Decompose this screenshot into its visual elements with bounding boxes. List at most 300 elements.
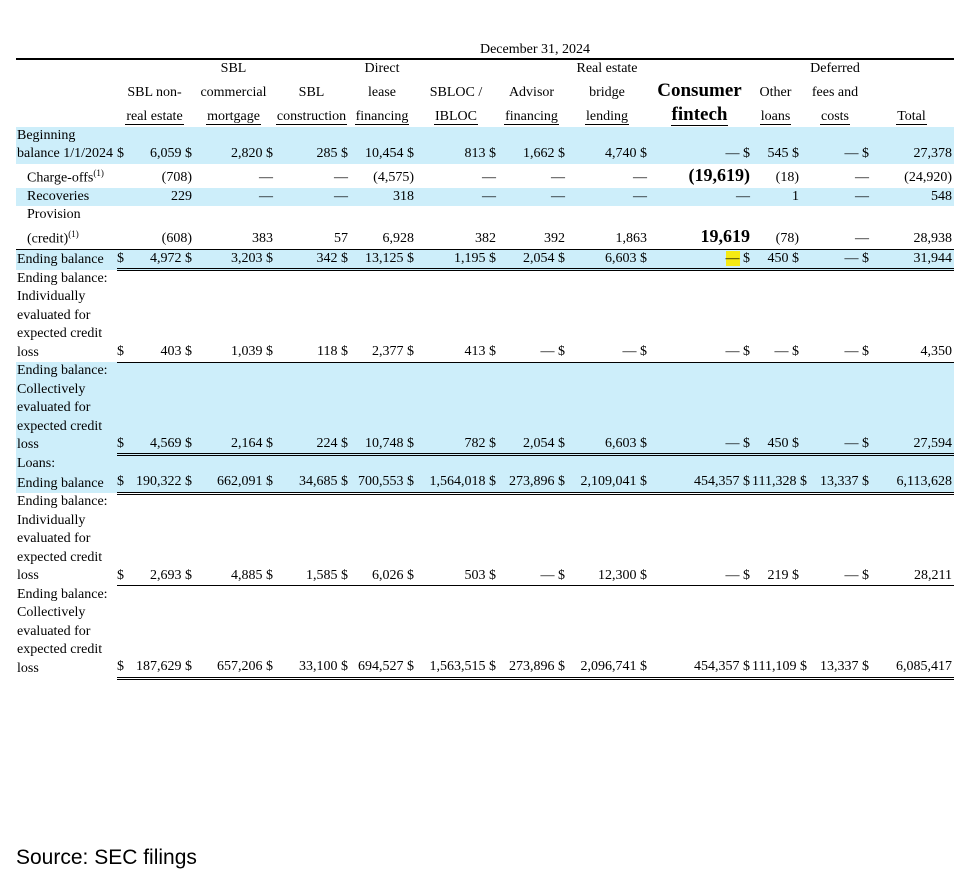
currency-symbol: $ xyxy=(788,344,799,360)
column-header-text: construction xyxy=(276,109,347,124)
cell-value: 503 xyxy=(464,567,486,583)
table-cell xyxy=(194,206,275,249)
cell-value: (18) xyxy=(775,170,799,186)
currency-symbol: $ xyxy=(636,567,647,583)
table-cell xyxy=(275,164,350,188)
cell-value: — xyxy=(482,188,496,204)
allowance-table-document xyxy=(16,42,954,680)
table-cell xyxy=(350,493,416,586)
cell-value: 662,091 xyxy=(217,474,263,490)
table-cell xyxy=(350,164,416,188)
table-cell xyxy=(194,473,275,493)
currency-symbol: $ xyxy=(788,250,799,266)
table-cell xyxy=(498,362,567,455)
currency-symbol: $ xyxy=(337,344,348,360)
column-header xyxy=(416,60,498,79)
table-cell xyxy=(117,362,194,455)
cell-value: — xyxy=(334,170,348,186)
table-cell xyxy=(416,270,498,363)
table-body xyxy=(16,127,954,679)
table-cell xyxy=(649,586,752,679)
currency-symbol: $ xyxy=(117,146,124,161)
cell-value: — xyxy=(334,188,348,204)
table-cell xyxy=(567,362,649,455)
row-label xyxy=(16,270,117,363)
table-cell xyxy=(416,473,498,493)
currency-symbol: $ xyxy=(337,474,348,490)
table-cell xyxy=(801,127,871,164)
table-cell xyxy=(275,188,350,207)
cell-value: 318 xyxy=(393,188,414,204)
cell-value: 4,885 xyxy=(231,567,263,583)
table-cell xyxy=(752,249,801,270)
table-cell xyxy=(275,493,350,586)
currency-symbol: $ xyxy=(739,250,750,266)
currency-symbol: $ xyxy=(739,146,750,161)
table-cell xyxy=(567,249,649,270)
table-cell xyxy=(801,188,871,207)
table-cell xyxy=(117,206,194,249)
table-cell xyxy=(416,249,498,270)
table-cell xyxy=(416,206,498,249)
column-header-text: Consumer xyxy=(657,79,742,101)
currency-symbol: $ xyxy=(485,659,496,675)
cell-value: — xyxy=(855,188,869,204)
table-cell xyxy=(350,362,416,455)
cell-value: 118 xyxy=(317,344,338,360)
currency-symbol: $ xyxy=(117,435,124,451)
table-row xyxy=(16,127,954,164)
table-cell xyxy=(752,206,801,249)
cell-value: 285 xyxy=(316,146,338,161)
column-header xyxy=(801,103,871,127)
cell-value: 111,328 xyxy=(752,474,797,490)
table-cell xyxy=(649,493,752,586)
cell-value: 694,527 xyxy=(358,659,404,675)
column-header xyxy=(350,60,416,79)
table-cell xyxy=(416,164,498,188)
currency-symbol: $ xyxy=(262,567,273,583)
row-label xyxy=(16,473,117,493)
column-header xyxy=(567,103,649,127)
currency-symbol: $ xyxy=(262,344,273,360)
row-label-text: Ending balance: Collectively evaluated for expected credit loss xyxy=(17,363,108,453)
currency-symbol: $ xyxy=(181,659,192,675)
currency-symbol: $ xyxy=(117,567,124,583)
cell-value: 782 xyxy=(464,435,486,451)
cell-value: 6,026 xyxy=(372,567,404,583)
table-cell xyxy=(350,206,416,249)
cell-value: 450 xyxy=(767,435,789,451)
currency-symbol: $ xyxy=(403,567,414,583)
column-header xyxy=(275,79,350,103)
table-row xyxy=(16,455,954,474)
currency-symbol: $ xyxy=(403,250,414,266)
column-header-text: Deferred xyxy=(810,61,860,76)
row-label-text: Recoveries xyxy=(27,188,90,204)
cell-value: 2,377 xyxy=(372,344,404,360)
cell-value: 6,928 xyxy=(382,231,414,247)
currency-symbol: $ xyxy=(554,474,565,490)
table-row xyxy=(16,586,954,679)
cell-value: 1,863 xyxy=(615,231,647,247)
currency-symbol: $ xyxy=(858,344,869,360)
cell-value: — xyxy=(774,344,789,360)
cell-value: 403 xyxy=(160,344,182,360)
cell-value: 19,619 xyxy=(700,226,750,247)
currency-symbol: $ xyxy=(636,146,647,161)
table-cell xyxy=(871,473,954,493)
currency-symbol: $ xyxy=(739,435,750,451)
column-header xyxy=(649,103,752,127)
currency-symbol: $ xyxy=(636,659,647,675)
cell-value: 111,109 xyxy=(752,659,797,675)
cell-value: — xyxy=(725,250,740,266)
table-cell xyxy=(649,164,752,188)
column-header xyxy=(871,79,954,103)
period-header: December 31, 2024 xyxy=(16,42,954,60)
column-header-text: mortgage xyxy=(207,109,260,124)
cell-value: 27,594 xyxy=(913,435,952,451)
cell-value: — xyxy=(844,250,859,266)
cell-value: 28,211 xyxy=(914,567,952,583)
cell-value: 1,662 xyxy=(523,146,555,161)
table-cell xyxy=(350,249,416,270)
cell-value: — xyxy=(844,435,859,451)
currency-symbol: $ xyxy=(337,146,348,161)
table-cell xyxy=(752,188,801,207)
allowance-table xyxy=(16,60,954,680)
cell-value: (78) xyxy=(775,231,799,247)
cell-value: 454,357 xyxy=(694,474,740,490)
cell-value: 4,569 xyxy=(150,435,182,451)
currency-symbol: $ xyxy=(337,659,348,675)
cell-value: — xyxy=(736,188,750,204)
column-header-text: SBL xyxy=(220,61,247,76)
table-cell xyxy=(801,270,871,363)
table-cell xyxy=(498,249,567,270)
table-cell xyxy=(117,473,194,493)
cell-value: — xyxy=(725,567,740,583)
row-label-text: Ending balance: Collectively evaluated for expected credit loss xyxy=(17,586,108,676)
currency-symbol: $ xyxy=(554,250,565,266)
cell-value: — xyxy=(855,231,869,247)
currency-symbol: $ xyxy=(403,659,414,675)
cell-value: (24,920) xyxy=(904,170,952,186)
cell-value: 6,603 xyxy=(605,435,637,451)
currency-symbol: $ xyxy=(117,250,124,266)
cell-value: — xyxy=(725,435,740,451)
table-cell xyxy=(117,164,194,188)
currency-symbol: $ xyxy=(788,146,799,161)
table-cell xyxy=(567,164,649,188)
cell-value: 10,454 xyxy=(365,146,404,161)
table-cell xyxy=(117,188,194,207)
row-label-text: Ending balance xyxy=(17,252,104,268)
cell-value: 342 xyxy=(316,250,338,266)
cell-value: 57 xyxy=(334,231,348,247)
currency-symbol: $ xyxy=(337,250,348,266)
column-header-text: lending xyxy=(586,109,628,124)
currency-symbol: $ xyxy=(858,146,869,161)
header-line xyxy=(16,103,954,127)
table-cell xyxy=(117,249,194,270)
column-header-text: lease xyxy=(368,85,396,100)
column-header-text: Other xyxy=(759,85,792,100)
table-cell xyxy=(752,127,801,164)
currency-symbol: $ xyxy=(739,474,750,490)
table-cell xyxy=(194,127,275,164)
column-header xyxy=(117,79,194,103)
row-label xyxy=(16,127,117,164)
table-cell xyxy=(275,206,350,249)
table-cell xyxy=(416,127,498,164)
table-cell xyxy=(275,362,350,455)
table-cell xyxy=(350,586,416,679)
column-header-text: bridge xyxy=(589,85,625,100)
table-row xyxy=(16,362,954,455)
currency-symbol: $ xyxy=(181,344,192,360)
cell-value: 1,039 xyxy=(231,344,263,360)
row-label-text: Charge-offs xyxy=(27,170,94,186)
cell-value: 1,563,515 xyxy=(429,659,486,675)
currency-symbol: $ xyxy=(262,659,273,675)
header-line xyxy=(16,79,954,103)
cell-value: — xyxy=(540,567,555,583)
currency-symbol: $ xyxy=(636,435,647,451)
currency-symbol: $ xyxy=(262,474,273,490)
table-cell xyxy=(801,493,871,586)
footnote-marker: (1) xyxy=(68,228,79,239)
table-cell xyxy=(567,127,649,164)
cell-value: 1 xyxy=(792,188,799,204)
row-label xyxy=(16,188,117,207)
table-cell xyxy=(498,270,567,363)
cell-value: 4,740 xyxy=(605,146,637,161)
currency-symbol: $ xyxy=(181,474,192,490)
table-cell xyxy=(871,362,954,455)
column-header xyxy=(350,79,416,103)
empty-cells xyxy=(117,455,954,474)
currency-symbol: $ xyxy=(181,250,192,266)
footnote-marker: (1) xyxy=(93,167,104,178)
column-header xyxy=(567,60,649,79)
cell-value: 382 xyxy=(475,231,496,247)
column-header xyxy=(275,60,350,79)
currency-symbol: $ xyxy=(554,344,565,360)
table-cell xyxy=(117,586,194,679)
table-row xyxy=(16,493,954,586)
table-cell xyxy=(416,188,498,207)
cell-value: 33,100 xyxy=(299,659,338,675)
cell-value: 6,113,628 xyxy=(896,474,952,490)
table-cell xyxy=(649,206,752,249)
currency-symbol: $ xyxy=(403,146,414,161)
table-cell xyxy=(350,188,416,207)
table-row xyxy=(16,270,954,363)
column-header xyxy=(416,103,498,127)
column-header-text: commercial xyxy=(200,85,267,100)
currency-symbol: $ xyxy=(117,474,124,490)
cell-value: 229 xyxy=(171,188,192,204)
cell-value: 548 xyxy=(931,188,952,204)
cell-value: 1,564,018 xyxy=(429,474,486,490)
table-cell xyxy=(649,249,752,270)
currency-symbol: $ xyxy=(262,146,273,161)
currency-symbol: $ xyxy=(181,567,192,583)
cell-value: — xyxy=(540,344,555,360)
table-cell xyxy=(801,362,871,455)
currency-symbol: $ xyxy=(636,250,647,266)
cell-value: 10,748 xyxy=(365,435,404,451)
cell-value: (4,575) xyxy=(373,170,414,186)
column-header xyxy=(275,103,350,127)
table-cell xyxy=(871,586,954,679)
table-cell xyxy=(567,188,649,207)
row-label-text: Ending balance xyxy=(17,475,104,491)
table-cell xyxy=(801,473,871,493)
table-cell xyxy=(194,249,275,270)
cell-value: 2,054 xyxy=(523,250,555,266)
column-header-text: loans xyxy=(760,109,791,124)
cell-value: 2,096,741 xyxy=(580,659,637,675)
column-header xyxy=(752,103,801,127)
currency-symbol: $ xyxy=(262,250,273,266)
table-cell xyxy=(871,127,954,164)
cell-value: — xyxy=(551,170,565,186)
table-row xyxy=(16,164,954,188)
column-header-text: Advisor xyxy=(508,85,555,100)
table-cell xyxy=(498,127,567,164)
table-cell xyxy=(275,473,350,493)
table-cell xyxy=(498,164,567,188)
table-cell xyxy=(416,586,498,679)
currency-symbol: $ xyxy=(181,435,192,451)
column-header xyxy=(752,79,801,103)
column-header xyxy=(194,79,275,103)
cell-value: 13,125 xyxy=(365,250,404,266)
table-cell xyxy=(871,249,954,270)
column-header xyxy=(117,103,194,127)
currency-symbol: $ xyxy=(485,435,496,451)
column-header-text: SBLOC / xyxy=(429,85,483,100)
column-header xyxy=(801,79,871,103)
table-cell xyxy=(350,127,416,164)
cell-value: — xyxy=(622,344,637,360)
cell-value: — xyxy=(633,170,647,186)
table-cell xyxy=(194,270,275,363)
cell-value: 273,896 xyxy=(509,474,555,490)
currency-symbol: $ xyxy=(485,474,496,490)
cell-value: 28,938 xyxy=(913,231,952,247)
table-cell xyxy=(752,270,801,363)
table-cell xyxy=(498,473,567,493)
row-label xyxy=(16,586,117,679)
column-header-text: fees and xyxy=(811,85,859,100)
column-header xyxy=(871,103,954,127)
table-cell xyxy=(567,586,649,679)
column-header-text: Direct xyxy=(364,61,400,76)
table-row xyxy=(16,206,954,249)
table-cell xyxy=(871,164,954,188)
table-cell xyxy=(275,249,350,270)
column-header-text: costs xyxy=(821,109,849,124)
cell-value: 6,085,417 xyxy=(896,659,952,675)
cell-value: — xyxy=(725,146,740,161)
cell-value: 273,896 xyxy=(509,659,555,675)
cell-value: 4,972 xyxy=(150,250,182,266)
table-cell xyxy=(567,270,649,363)
cell-value: 2,054 xyxy=(523,435,555,451)
cell-value: (708) xyxy=(161,170,192,186)
cell-value: 4,350 xyxy=(920,344,952,360)
column-header-text: SBL xyxy=(298,85,325,100)
cell-value: — xyxy=(725,344,740,360)
currency-symbol: $ xyxy=(796,474,807,490)
header-spacer xyxy=(16,79,117,103)
table-cell xyxy=(275,586,350,679)
currency-symbol: $ xyxy=(485,250,496,266)
table-cell xyxy=(194,493,275,586)
table-cell xyxy=(275,127,350,164)
cell-value: 190,322 xyxy=(136,474,182,490)
row-label xyxy=(16,206,117,249)
table-cell xyxy=(416,362,498,455)
table-row xyxy=(16,473,954,493)
cell-value: 6,603 xyxy=(605,250,637,266)
cell-value: 2,164 xyxy=(231,435,263,451)
cell-value: 2,693 xyxy=(150,567,182,583)
column-header xyxy=(752,60,801,79)
currency-symbol: $ xyxy=(485,146,496,161)
cell-value: 700,553 xyxy=(358,474,404,490)
currency-symbol: $ xyxy=(554,435,565,451)
column-header-text: SBL non- xyxy=(127,85,182,100)
table-cell xyxy=(350,270,416,363)
table-cell xyxy=(117,270,194,363)
column-header xyxy=(801,60,871,79)
table-cell xyxy=(194,164,275,188)
currency-symbol: $ xyxy=(403,344,414,360)
column-header-text: Total xyxy=(897,109,926,124)
column-header xyxy=(498,103,567,127)
cell-value: 224 xyxy=(316,435,338,451)
currency-symbol: $ xyxy=(858,474,869,490)
table-cell xyxy=(567,493,649,586)
column-header xyxy=(194,60,275,79)
currency-symbol: $ xyxy=(636,344,647,360)
table-cell xyxy=(801,164,871,188)
cell-value: — xyxy=(259,188,273,204)
currency-symbol: $ xyxy=(858,567,869,583)
cell-value: 383 xyxy=(252,231,273,247)
column-header xyxy=(567,79,649,103)
table-cell xyxy=(194,188,275,207)
cell-value: — xyxy=(844,567,859,583)
table-cell xyxy=(752,473,807,493)
currency-symbol: $ xyxy=(788,435,799,451)
table-cell xyxy=(567,206,649,249)
cell-value: 413 xyxy=(464,344,486,360)
currency-symbol: $ xyxy=(858,250,869,266)
currency-symbol: $ xyxy=(739,659,750,675)
table-cell xyxy=(649,188,752,207)
table-cell xyxy=(194,362,275,455)
currency-symbol: $ xyxy=(554,567,565,583)
source-note: Source: SEC filings xyxy=(16,846,197,869)
cell-value: 657,206 xyxy=(217,659,263,675)
header-spacer xyxy=(16,60,117,79)
